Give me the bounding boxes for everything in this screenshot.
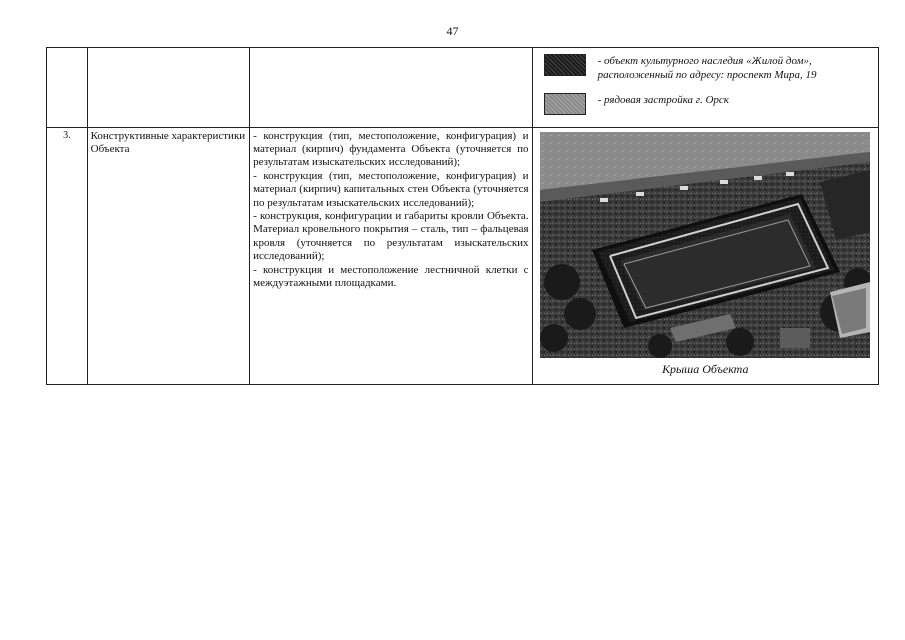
legend-ordinary-text: - рядовая застройка г. Орск <box>597 93 729 106</box>
description-item-foundation: - конструкция (тип, местоположение, конфигурация) и материал (кирпич) фундамента Объекта (уточняется по результатам изыскательских исследований); <box>253 129 529 169</box>
photo-caption: Крыша Объекта <box>662 361 749 376</box>
legend-item-heritage <box>544 54 873 83</box>
description-item-walls: - конструкция (тип, местоположение, конфигурация) и материал (кирпич) капитальных стен Объекта (уточняется по результатам изыскательских исследований); <box>253 169 529 209</box>
row-number: 3. <box>47 127 88 384</box>
row-name: Конструктивные характеристики Объекта <box>87 127 250 384</box>
row-description <box>250 127 532 384</box>
page-number: 47 <box>446 24 459 38</box>
description-item-roof: - конструкция, конфигурации и габариты кровли Объекта. Материал кровельного покрытия – сталь, тип – фальцевая кровля (уточняется по результатам изыскательских исследований); <box>253 210 529 263</box>
image-cell <box>532 127 878 384</box>
heritage-swatch-icon <box>544 54 586 76</box>
table-row-legend <box>47 48 879 128</box>
ordinary-swatch-icon <box>544 93 586 115</box>
document-table <box>46 47 879 385</box>
empty-cell <box>47 48 88 128</box>
aerial-roof-photo-icon <box>540 132 870 358</box>
empty-cell <box>250 48 532 128</box>
legend-heritage-text: - объект культурного наследия «Жилой дом», расположенный по адресу: проспект Мира, 19 <box>597 55 817 82</box>
empty-cell <box>87 48 250 128</box>
legend-item-ordinary <box>544 93 873 115</box>
description-item-staircase: - конструкция и местоположение лестничной клетки с междуэтажными площадками. <box>253 263 529 290</box>
table-row-structural <box>47 127 879 384</box>
legend-cell <box>532 48 878 128</box>
